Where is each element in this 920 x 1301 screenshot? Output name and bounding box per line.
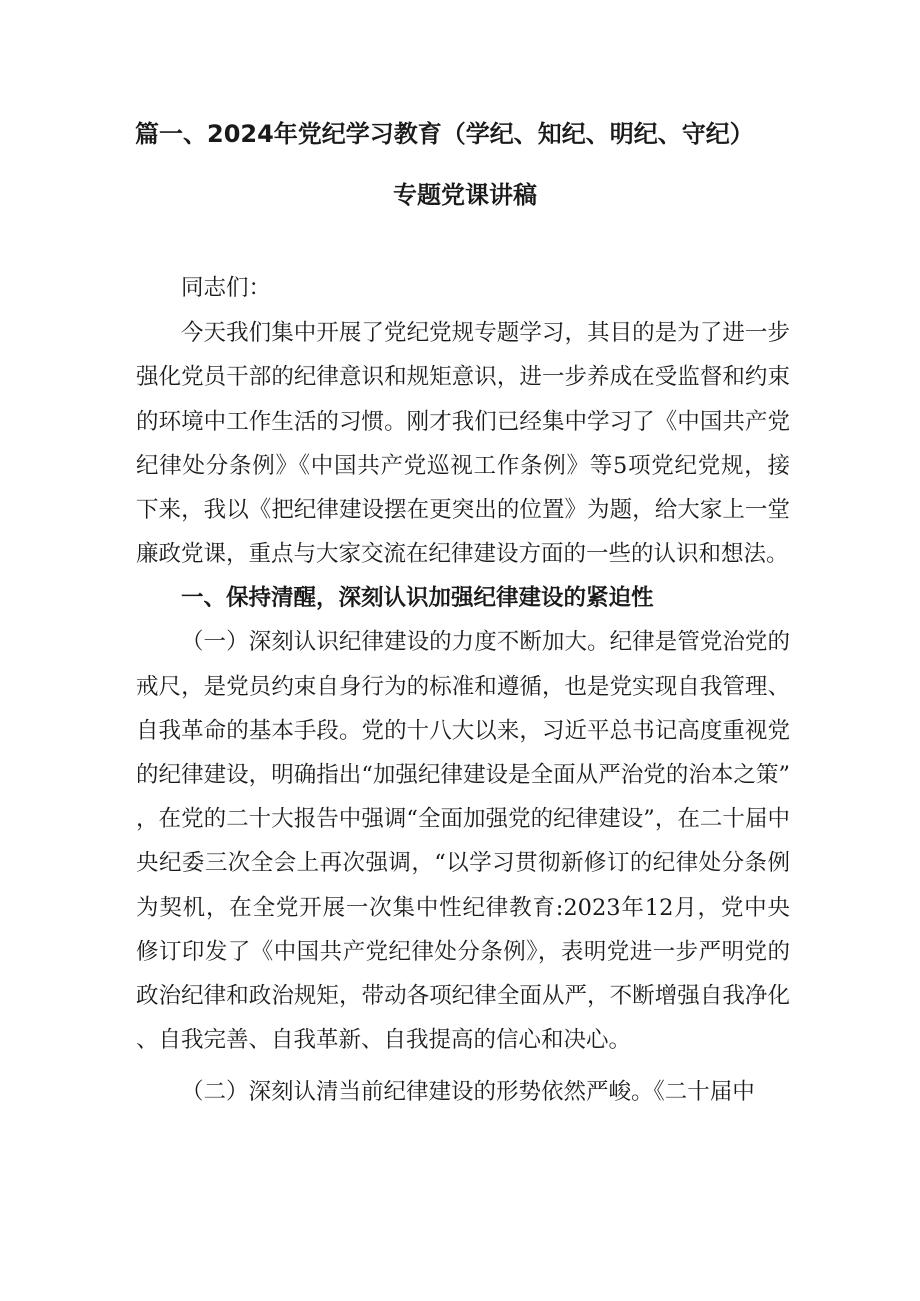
intro-paragraph: 今天我们集中开展了党纪党规专题学习，其目的是为了进一步强化党员干部的纪律意识和规矩意识，进一步养成在受监督和约束的环境中工作生活的习惯。刚才我们已经集中学习了《中国共产党纪律处分条例》《中国共产党巡视工作条例》等5项党纪党规，接下来，我以《把纪律建设摆在更突出的位置》为题，给大家上一堂廉政党课，重点与大家交流在纪律建设方面的一些的认识和想法。 [136,320,790,568]
section-heading-1: 一、保持清醒，深刻认识加强纪律建设的紧迫性 [181,585,654,612]
paragraph-1-2: （二）深刻认清当前纪律建设的形势依然严峻。《二十届中 [181,1079,755,1106]
document-title-line-1: 篇一、2024年党纪学习教育（学纪、知纪、明纪、守纪） [135,120,754,148]
paragraph-1-1: （一）深刻认识纪律建设的力度不断加大。纪律是管党治党的戒尺，是党员约束自身行为的标准和遵循，也是党实现自我管理、自我革命的基本手段。党的十八大以来，习近平总书记高度重视党的纪律建设，明确指出“加强纪律建设是全面从严治党的治本之策”，在党的二十大报告中强调“全面加强党的纪律建设”，在二十届中央纪委三次全会上再次强调，“以学习贯彻新修订的纪律处分条例为契机，在全党开展一次集中性纪律教育:2023年12月，党中央修订印发了《中国共产党纪律处分条例》，表明党进一步严明党的政治纪律和政治规矩，带动各项纪律全面从严，不断增强自我净化、自我完善、自我革新、自我提高的信心和决心。 [136,629,790,1054]
document-title-line-2: 专题党课讲稿 [393,181,537,209]
salutation: 同志们： [181,275,272,301]
document-body [136,266,790,1115]
